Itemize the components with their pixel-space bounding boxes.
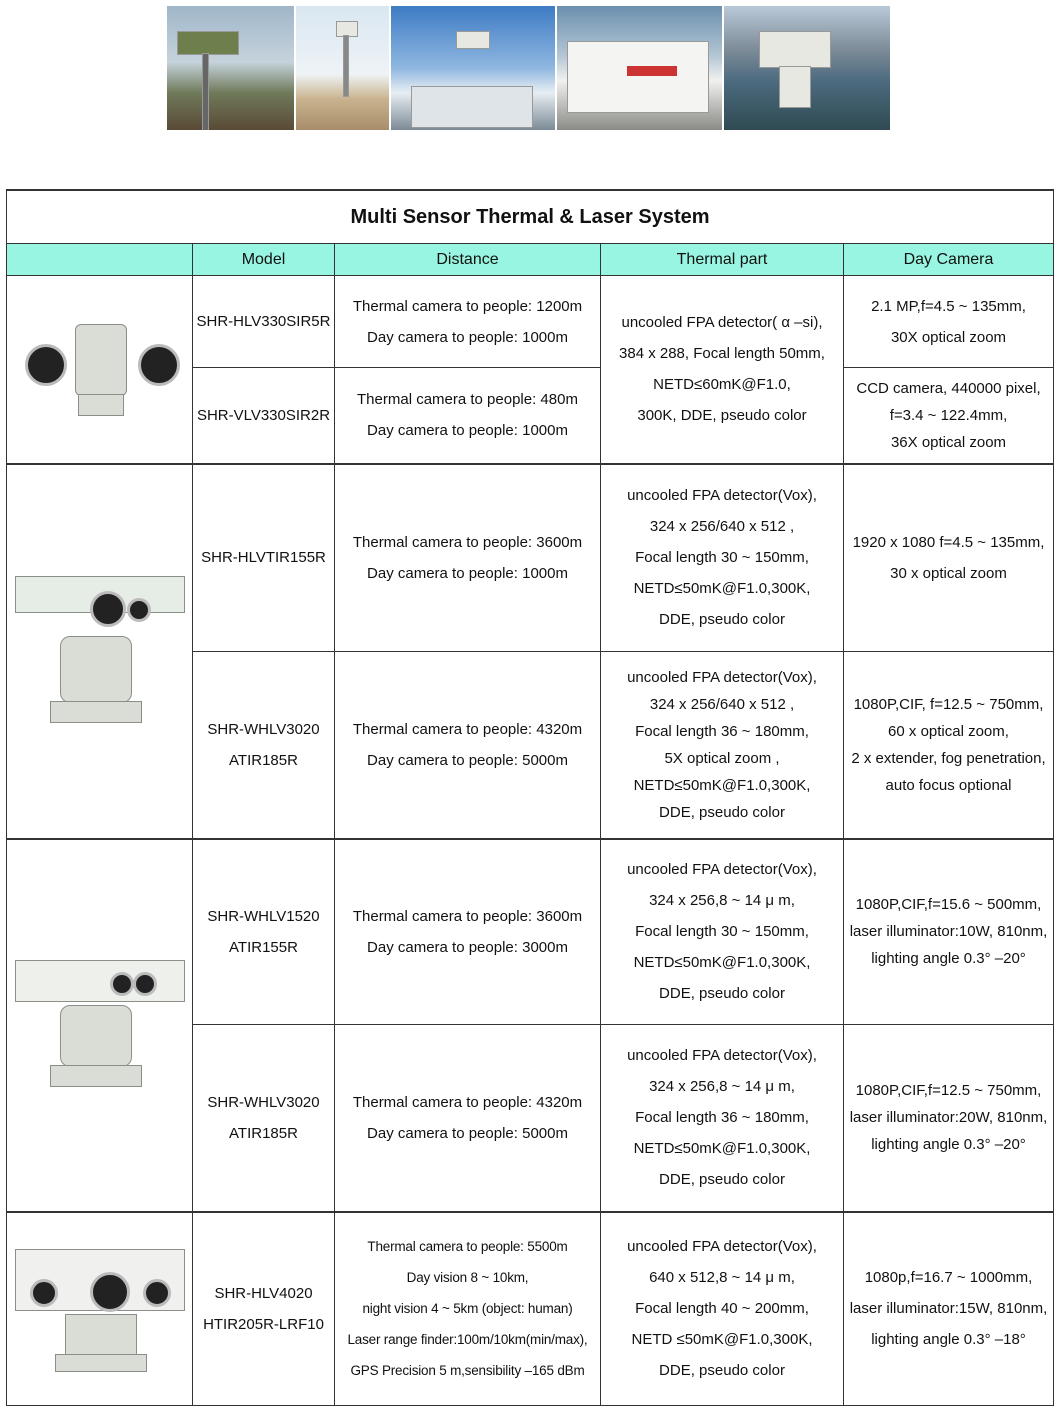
distance-cell: Thermal camera to people: 3600m Day camera to people: 1000m: [335, 464, 601, 652]
spec-table: [6, 189, 1054, 1406]
day-camera-cell: 1080P,CIF,f=12.5 ~ 750mm, laser illuminator:20W, 810nm, lighting angle 0.3° –20°: [844, 1025, 1054, 1212]
model-cell: SHR-HLV4020 HTIR205R-LRF10: [193, 1212, 335, 1406]
header-thermal: Thermal part: [601, 244, 844, 276]
distance-cell: Thermal camera to people: 5500m Day vision 8 ~ 10km, night vision 4 ~ 5km (object: human) Laser range finder:100m/10km(min/max), GPS Precision 5 m,sensibility –165 dBm: [335, 1212, 601, 1406]
photo-hilltop-camera: [167, 6, 294, 130]
day-camera-cell: CCD camera, 440000 pixel, f=3.4 ~ 122.4mm, 36X optical zoom: [844, 368, 1054, 464]
thermal-cell: uncooled FPA detector(Vox), 324 x 256/640 x 512 , Focal length 36 ~ 180mm, 5X optical zoom , NETD≤50mK@F1.0,300K, DDE, pseudo color: [601, 652, 844, 839]
thermal-cell: uncooled FPA detector(Vox), 324 x 256,8 ~ 14 μ m, Focal length 30 ~ 150mm, NETD≤50mK@F1.0,300K, DDE, pseudo color: [601, 839, 844, 1025]
day-camera-cell: 2.1 MP,f=4.5 ~ 135mm, 30X optical zoom: [844, 276, 1054, 368]
photo-ship-camera: [391, 6, 555, 130]
model-cell: SHR-WHLV3020 ATIR185R: [193, 652, 335, 839]
thermal-cell: uncooled FPA detector(Vox), 324 x 256,8 ~ 14 μ m, Focal length 36 ~ 180mm, NETD≤50mK@F1.0,300K, DDE, pseudo color: [601, 1025, 844, 1212]
product-image: [7, 1212, 193, 1406]
photo-vehicle-camera: [557, 6, 722, 130]
distance-cell: Thermal camera to people: 480m Day camera to people: 1000m: [335, 368, 601, 464]
photo-lakeside-camera: [724, 6, 890, 130]
table-title: Multi Sensor Thermal & Laser System: [7, 190, 1054, 244]
day-camera-cell: 1920 x 1080 f=4.5 ~ 135mm, 30 x optical zoom: [844, 464, 1054, 652]
dual-ptz-camera-image: [20, 319, 180, 419]
model-cell: SHR-VLV330SIR2R: [193, 368, 335, 464]
product-image: [7, 276, 193, 464]
product-image: [7, 464, 193, 839]
thermal-cell: uncooled FPA detector( α –si), 384 x 288, Focal length 50mm, NETD≤60mK@F1.0, 300K, DDE, pseudo color: [601, 276, 844, 464]
header-day-camera: Day Camera: [844, 244, 1054, 276]
model-cell: SHR-HLVTIR155R: [193, 464, 335, 652]
model-cell: SHR-WHLV1520 ATIR155R: [193, 839, 335, 1025]
distance-cell: Thermal camera to people: 4320m Day camera to people: 5000m: [335, 652, 601, 839]
housing-ptz-camera-image: [15, 576, 185, 726]
distance-cell: Thermal camera to people: 4320m Day camera to people: 5000m: [335, 1025, 601, 1212]
day-camera-cell: 1080P,CIF,f=15.6 ~ 500mm, laser illuminator:10W, 810nm, lighting angle 0.3° –20°: [844, 839, 1054, 1025]
product-image: [7, 839, 193, 1212]
thermal-cell: uncooled FPA detector(Vox), 640 x 512,8 ~ 14 μ m, Focal length 40 ~ 200mm, NETD ≤50mK@F1.0,300K, DDE, pseudo color: [601, 1212, 844, 1406]
header-distance: Distance: [335, 244, 601, 276]
day-camera-cell: 1080P,CIF, f=12.5 ~ 750mm, 60 x optical zoom, 2 x extender, fog penetration, auto focus optional: [844, 652, 1054, 839]
thermal-cell: uncooled FPA detector(Vox), 324 x 256/640 x 512 , Focal length 30 ~ 150mm, NETD≤50mK@F1.0,300K, DDE, pseudo color: [601, 464, 844, 652]
day-camera-cell: 1080p,f=16.7 ~ 1000mm, laser illuminator:15W, 810nm, lighting angle 0.3° –18°: [844, 1212, 1054, 1406]
distance-cell: Thermal camera to people: 1200m Day camera to people: 1000m: [335, 276, 601, 368]
distance-cell: Thermal camera to people: 3600m Day camera to people: 3000m: [335, 839, 601, 1025]
photo-coastal-tower: [296, 6, 389, 130]
header-model: Model: [193, 244, 335, 276]
model-cell: SHR-WHLV3020 ATIR185R: [193, 1025, 335, 1212]
laser-ptz-camera-image: [15, 960, 185, 1090]
model-cell: SHR-HLV330SIR5R: [193, 276, 335, 368]
header-image: [7, 244, 193, 276]
long-range-ptz-camera-image: [15, 1244, 185, 1374]
